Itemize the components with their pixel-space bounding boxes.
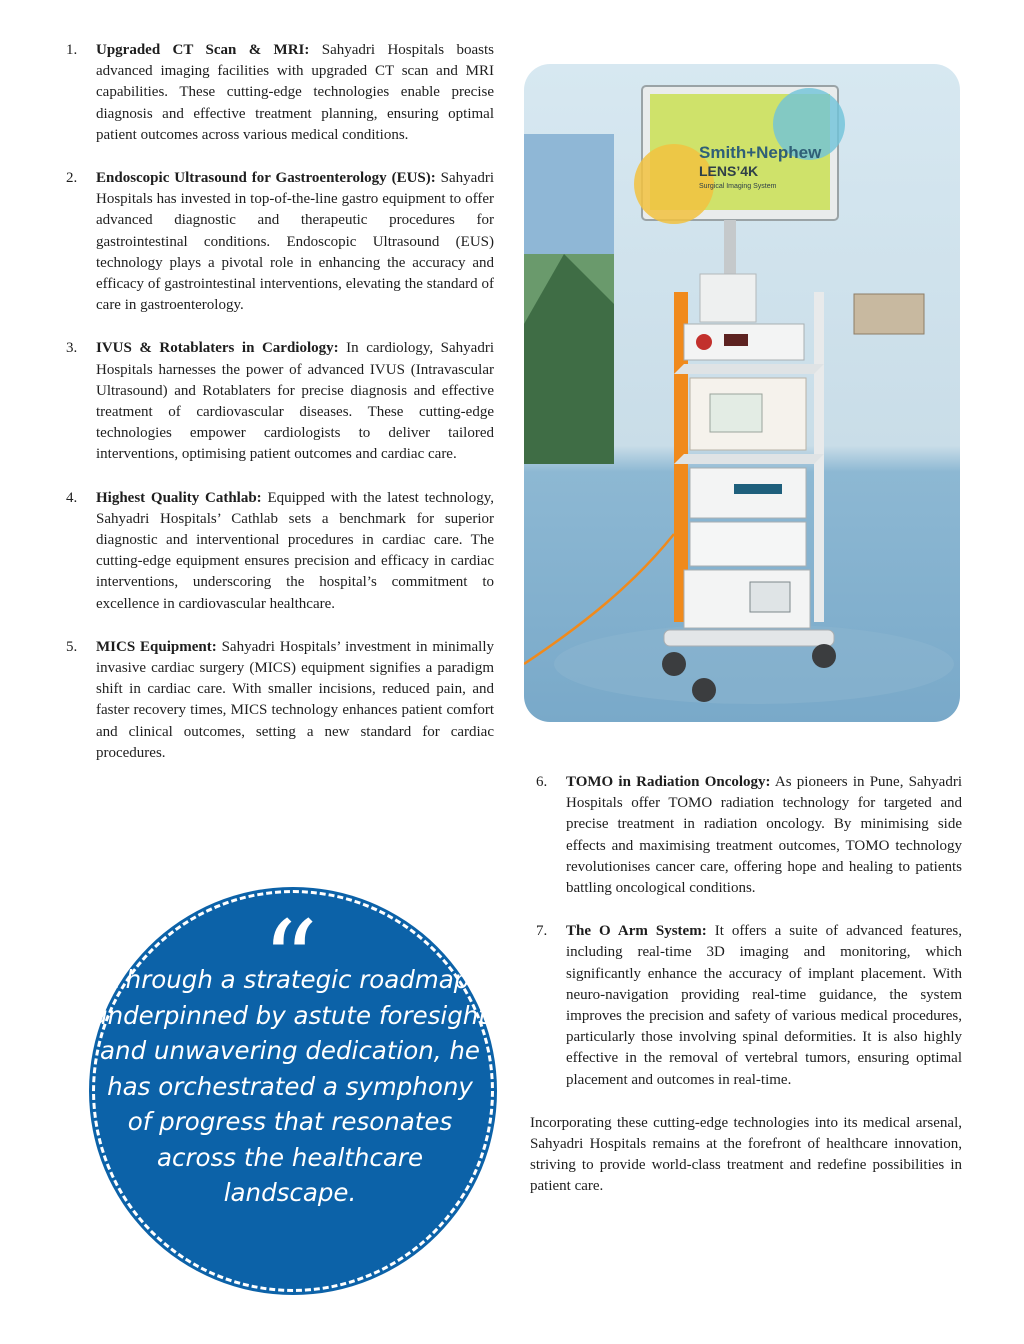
closing-paragraph: Incorporating these cutting-edge technologies into its medical arsenal, Sahyadri Hospitals remains at the forefront of healthcare innovation, striving to provide world-class treatment and redefine possibilities in patient care. — [530, 1114, 962, 1195]
list-item — [60, 168, 494, 316]
quote-mark-icon: “ — [261, 897, 319, 1025]
monitor-brand-text: Smith+Nephew — [699, 143, 822, 162]
item-title: TOMO in Radiation Oncology: — [566, 774, 771, 790]
item-paragraph — [96, 40, 494, 146]
item-paragraph — [566, 921, 962, 1091]
left-column — [60, 40, 494, 786]
item-number: 4. — [66, 489, 78, 506]
list-item — [530, 921, 962, 1091]
pull-quote-text: Through a strategic roadmap underpinned by astute foresight and unwavering dedication, he has orchestrated a symphony of progress that resonates across the healthcare landscape. — [92, 965, 488, 1207]
item-text: It offers a suite of advanced features, including real-time 3D imaging and monitoring, which significantly enhance the accuracy of implant placement. With neuro-navigation providing real-time guidance, the system improves the precision and safety of various medical procedures, particularly those involving spinal deformities. It is also highly effective in the removal of vertebral tumors, ensuring optimal placement and outcomes in real-time. — [566, 923, 962, 1088]
item-title: MICS Equipment: — [96, 638, 217, 655]
item-number: 6. — [536, 774, 548, 790]
item-text: Sahyadri Hospitals’ investment in minimally invasive cardiac surgery (MICS) equipment signifies a paradigm shift in cardiac care. With smaller incisions, reduced pain, and faster recovery times, MICS technology enhances patient comfort and clinical outcomes, setting a new standard for cardiac procedures. — [96, 638, 494, 761]
item-paragraph — [96, 168, 494, 316]
surgical-cart-illustration — [524, 64, 960, 722]
item-title: IVUS & Rotablaters in Cardiology: — [96, 340, 339, 357]
list-item — [60, 40, 494, 146]
item-number: 3. — [66, 340, 78, 357]
item-number: 2. — [66, 170, 78, 187]
item-text: Sahyadri Hospitals boasts advanced imaging facilities with upgraded CT scan and MRI capabilities. These cutting-edge technologies enable precise diagnosis and effective treatment planning, ensuring optimal patient outcomes across various medical conditions. — [96, 42, 494, 143]
item-paragraph — [566, 772, 962, 899]
item-number: 5. — [66, 638, 78, 655]
item-title: Endoscopic Ultrasound for Gastroenterology (EUS): — [96, 170, 436, 187]
list-item — [60, 488, 494, 615]
item-paragraph — [96, 637, 494, 764]
item-text: Equipped with the latest technology, Sahyadri Hospitals’ Cathlab sets a benchmark for superior diagnostic and interventional procedures in cardiac care. The cutting-edge equipment ensures precision and efficacy in cardiac interventions, underscoring the hospital’s commitment to excellence in cardiovascular healthcare. — [96, 489, 494, 612]
item-title: Upgraded CT Scan & MRI: — [96, 42, 310, 58]
item-text: Sahyadri Hospitals has invested in top-of-the-line gastro equipment to offer advanced diagnostic and therapeutic procedures for gastrointestinal conditions. Endoscopic Ultrasound (EUS) technology plays a pivotal role in enhancing the accuracy and efficacy of gastrointestinal interventions, elevating the standard of care in gastroenterology. — [96, 170, 495, 314]
list-item — [530, 772, 962, 899]
item-text: As pioneers in Pune, Sahyadri Hospitals offer TOMO radiation technology for targeted and precise treatment in radiation oncology. By minimising side effects and maximising treatment outcomes, TOMO technology revolutionises cancer care, offering hope and healing to patients battling oncological conditions. — [566, 774, 962, 897]
monitor-model-text: LENS’4K — [699, 163, 759, 179]
item-title: The O Arm System: — [566, 923, 707, 940]
item-text: In cardiology, Sahyadri Hospitals harnesses the power of advanced IVUS (Intravascular Ultrasound) and Rotablaters for precise diagnosis and effective treatment of cardiovascular diseases. These cutting-edge technologies empower cardiologists to deliver tailored interventions, optimising patient outcomes and cardiac care. — [96, 340, 494, 463]
item-title: Highest Quality Cathlab: — [96, 489, 262, 506]
list-item — [60, 637, 494, 764]
right-column — [530, 772, 962, 1198]
equipment-photo — [524, 64, 960, 722]
item-paragraph — [96, 488, 494, 615]
list-item — [60, 338, 494, 465]
item-number: 7. — [536, 923, 548, 940]
monitor-caption-text: Surgical Imaging System — [699, 183, 777, 190]
item-number: 1. — [66, 42, 78, 58]
item-paragraph — [96, 338, 494, 465]
